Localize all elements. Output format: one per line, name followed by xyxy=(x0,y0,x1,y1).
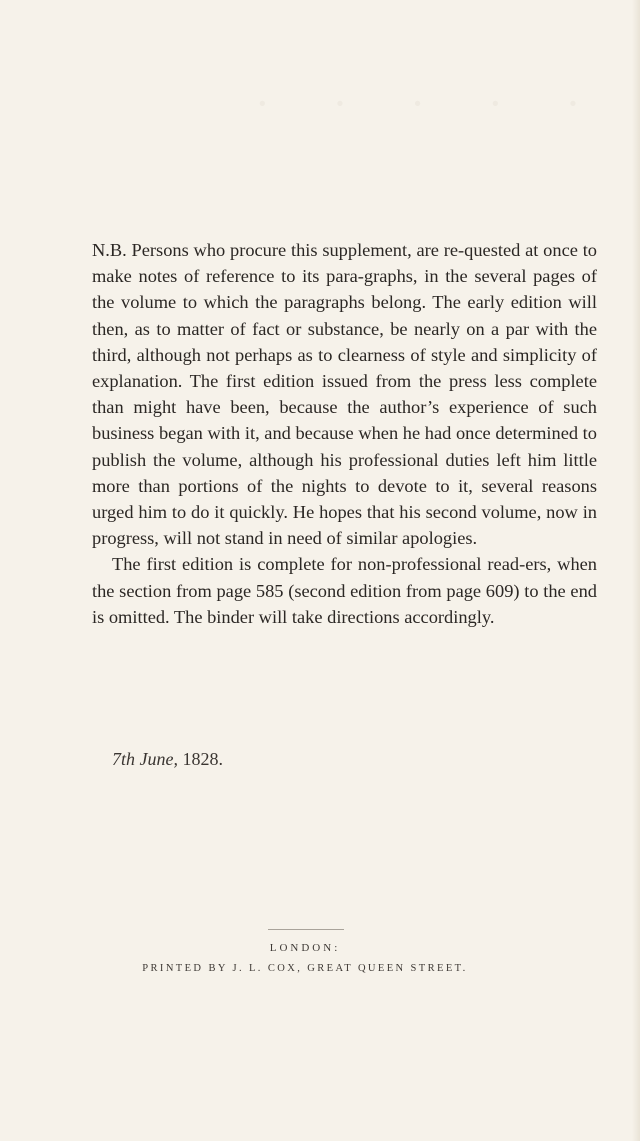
show-through-bleed: · · · · · xyxy=(255,79,607,128)
date-line xyxy=(112,749,223,770)
imprint-city: LONDON: xyxy=(269,942,341,954)
date-day-month: 7th June, xyxy=(112,749,178,769)
date-year: 1828. xyxy=(182,749,223,769)
imprint-rule xyxy=(268,929,344,930)
page-edge xyxy=(632,0,640,1141)
imprint-printer: PRINTED BY J. L. COX, GREAT QUEEN STREET. xyxy=(142,963,468,974)
note-paragraph-1: N.B. Persons who procure this supplement, are re-quested at once to make notes of reference to its para-graphs, in the several pages of the volume to which the paragraphs belong. The early edition will then, as to matter of fact or substance, be nearly on a par with the third, although not perhaps as to clearness of style and simplicity of explanation. The first edition issued from the press less complete than might have been, because the author’s experience of such business began with it, and because when he had once determined to publish the volume, although his professional duties left him little more than portions of the nights to devote to it, several reasons urged him to do it quickly. He hopes that his second volume, now in progress, will not stand in need of similar apologies. xyxy=(92,240,597,549)
note-paragraph-2: The first edition is complete for non-professional read-ers, when the section from page 585 (second edition from page 609) to the end is omitted. The binder will take directions accordingly. xyxy=(92,554,597,627)
note-body xyxy=(92,237,597,630)
